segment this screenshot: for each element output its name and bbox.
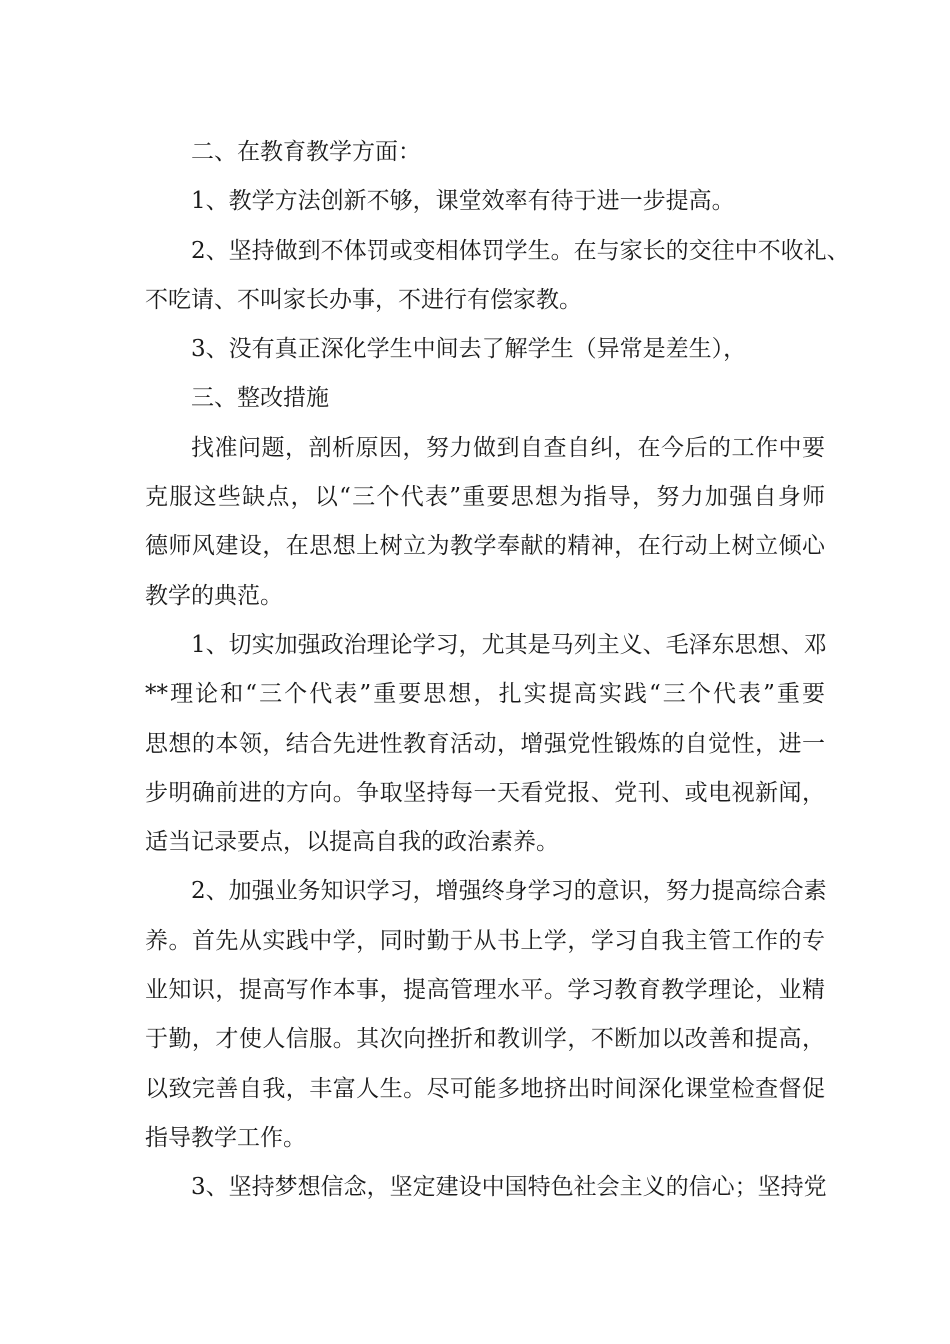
text-line: 养。首先从实践中学，同时勤于从书上学，学习自我主管工作的专	[145, 927, 825, 954]
text-line: 思想的本领，结合先进性教育活动，增强党性锻炼的自觉性，进一	[145, 730, 825, 757]
text-line: 不吃请、不叫家长办事，不进行有偿家教。	[145, 286, 582, 313]
document-body	[145, 128, 850, 1213]
text-line: 2、坚持做到不体罚或变相体罚学生。在与家长的交往中不收礼、	[191, 237, 850, 264]
text-line: 三、整改措施	[191, 385, 329, 412]
text-line: 3、没有真正深化学生中间去了解学生（异常是差生），	[191, 336, 747, 363]
text-line: 1、切实加强政治理论学习，尤其是马列主义、毛泽东思想、邓	[191, 631, 827, 658]
text-line: 1、教学方法创新不够，课堂效率有待于进一步提高。	[191, 188, 735, 215]
text-line: 二、在教育教学方面：	[191, 139, 421, 165]
text-line: 找准问题，剖析原因，努力做到自查自纠，在今后的工作中要	[191, 434, 825, 461]
text-line: 适当记录要点，以提高自我的政治素养。	[145, 829, 559, 856]
text-line: 3、坚持梦想信念，坚定建设中国特色社会主义的信心；坚持党	[191, 1174, 827, 1201]
text-line: **理论和“三个代表”重要思想，扎实提高实践“三个代表”重要	[145, 681, 825, 708]
text-line: 克服这些缺点，以“三个代表”重要思想为指导，努力加强自身师	[145, 484, 825, 511]
text-line: 步明确前进的方向。争取坚持每一天看党报、党刊、或电视新闻，	[145, 779, 825, 806]
text-line: 2、加强业务知识学习，增强终身学习的意识，努力提高综合素	[191, 878, 827, 905]
text-line: 于勤，才使人信服。其次向挫折和教训学，不断加以改善和提高，	[145, 1026, 825, 1053]
text-line: 教学的典范。	[145, 582, 283, 609]
text-line: 以致完善自我，丰富人生。尽可能多地挤出时间深化课堂检查督促	[145, 1075, 825, 1102]
text-line: 指导教学工作。	[145, 1124, 306, 1151]
text-line: 业知识，提高写作本事，提高管理水平。学习教育教学理论，业精	[145, 977, 825, 1004]
text-line: 德师风建设，在思想上树立为教学奉献的精神，在行动上树立倾心	[145, 533, 825, 560]
